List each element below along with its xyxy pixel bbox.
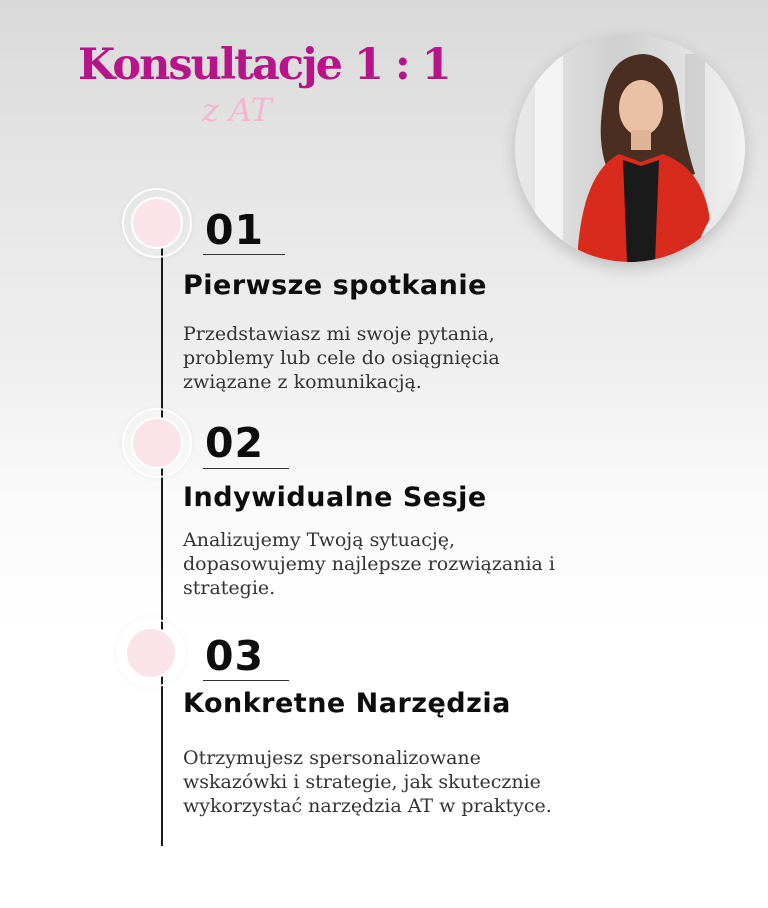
step-2-underline (203, 468, 289, 469)
step-3-marker (116, 618, 186, 688)
step-2-description: Analizujemy Twoją sytuację, dopasowujemy najlepsze rozwiązania i strategie. (183, 529, 555, 599)
step-2-marker (122, 408, 192, 478)
step-3-underline (203, 680, 289, 681)
step-1-number: 01 (205, 206, 265, 254)
page-subtitle: z AT (202, 91, 272, 129)
page-title: Konsultacje 1 : 1 (78, 40, 450, 90)
step-2-number: 02 (205, 419, 265, 467)
timeline-line (161, 230, 163, 846)
step-1-marker (122, 188, 192, 258)
step-1-title: Pierwsze spotkanie (183, 270, 487, 301)
profile-photo (515, 34, 745, 262)
step-2-title: Indywidualne Sesje (183, 482, 487, 513)
step-1-description: Przedstawiasz mi swoje pytania, problemy lub cele do osiągnięcia związane z komunikacją. (183, 323, 500, 393)
step-3-title: Konkretne Narzędzia (183, 688, 511, 719)
step-3-number: 03 (205, 632, 265, 680)
step-3-description: Otrzymujesz spersonalizowane wskazówki i strategie, jak skutecznie wykorzystać narzędzia AT w praktyce. (183, 747, 552, 817)
step-1-underline (203, 254, 285, 255)
